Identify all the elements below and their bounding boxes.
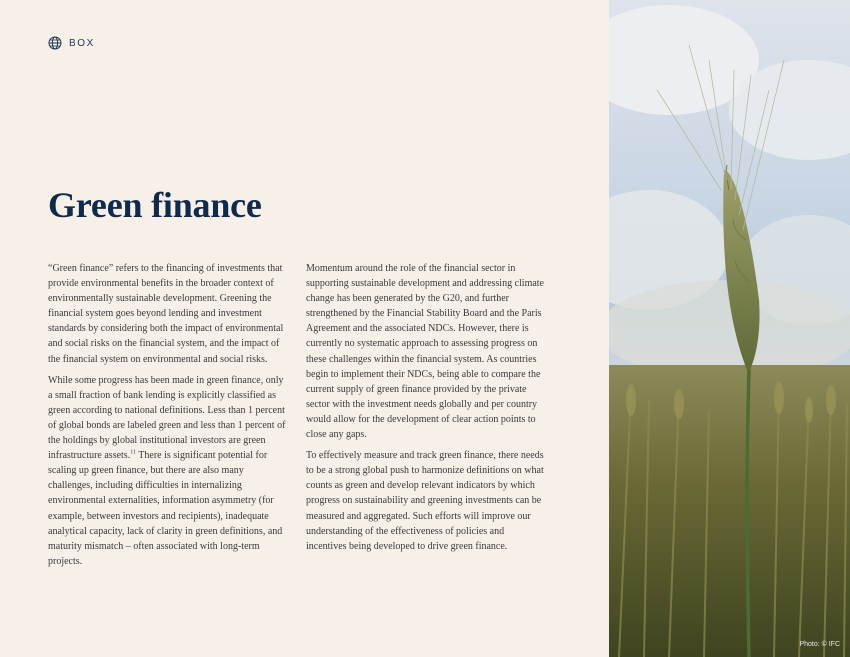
paragraph-text: While some progress has been made in green finance, only a small fraction of bank lending is explicitly classified as green according to national definitions. Less than 1 percent of global bonds are labeled green and less than 1 percent of the holdings by global institutional investors are green infrastructure assets.: [48, 374, 286, 462]
globe-icon: [48, 36, 62, 50]
text-column-2: [306, 261, 546, 560]
photo-credit: Photo: © IFC: [799, 641, 840, 648]
footnote-marker: 11: [130, 449, 136, 456]
box-tag: [48, 36, 95, 50]
paragraph: [48, 373, 288, 569]
page-title: Green finance: [48, 185, 262, 225]
paragraph: “Green finance” refers to the financing of investments that provide environmental benefits in the broader context of environmentally sustainable development. Greening the financial system goes beyond lending and investment standards by considering both the impact of environmental and social risks on the financial system, and the impact of the financial system on environmental and social risks.: [48, 263, 284, 365]
paragraph-text: There is significant potential for scaling up green finance, but there are also many challenges, including difficulties in internalizing environmental externalities, information asymmetry (for example, between investors and recipients), inadequate analytical capacity, lack of clarity in green definitions, and maturity mismatch – often associated with long-term projects.: [48, 450, 283, 567]
text-column-1: [48, 261, 288, 575]
box-label: BOX: [69, 37, 95, 49]
paragraph: To effectively measure and track green finance, there needs to be a strong global push to harmonize definitions on what counts as green and develop relevant indicators by which progress on sustainability and greening investments can be measured and aggregated. Such efforts will improve our understanding of the effectiveness of policies and incentives being developed to drive green finance.: [306, 450, 544, 552]
wheat-photo: [609, 0, 850, 657]
paragraph: Momentum around the role of the financial sector in supporting sustainable development and addressing climate change has been generated by the G20, and further strengthened by the Financial Stability Board and the Paris Agreement and the associated NDCs. However, there is currently no systematic approach to assessing progress on these challenges within the financial system. As countries begin to implement their NDCs, being able to compare the current supply of green finance provided by the private sector with the investment needs globally and per country would allow for the development of clear action points to close any gaps.: [306, 263, 544, 441]
